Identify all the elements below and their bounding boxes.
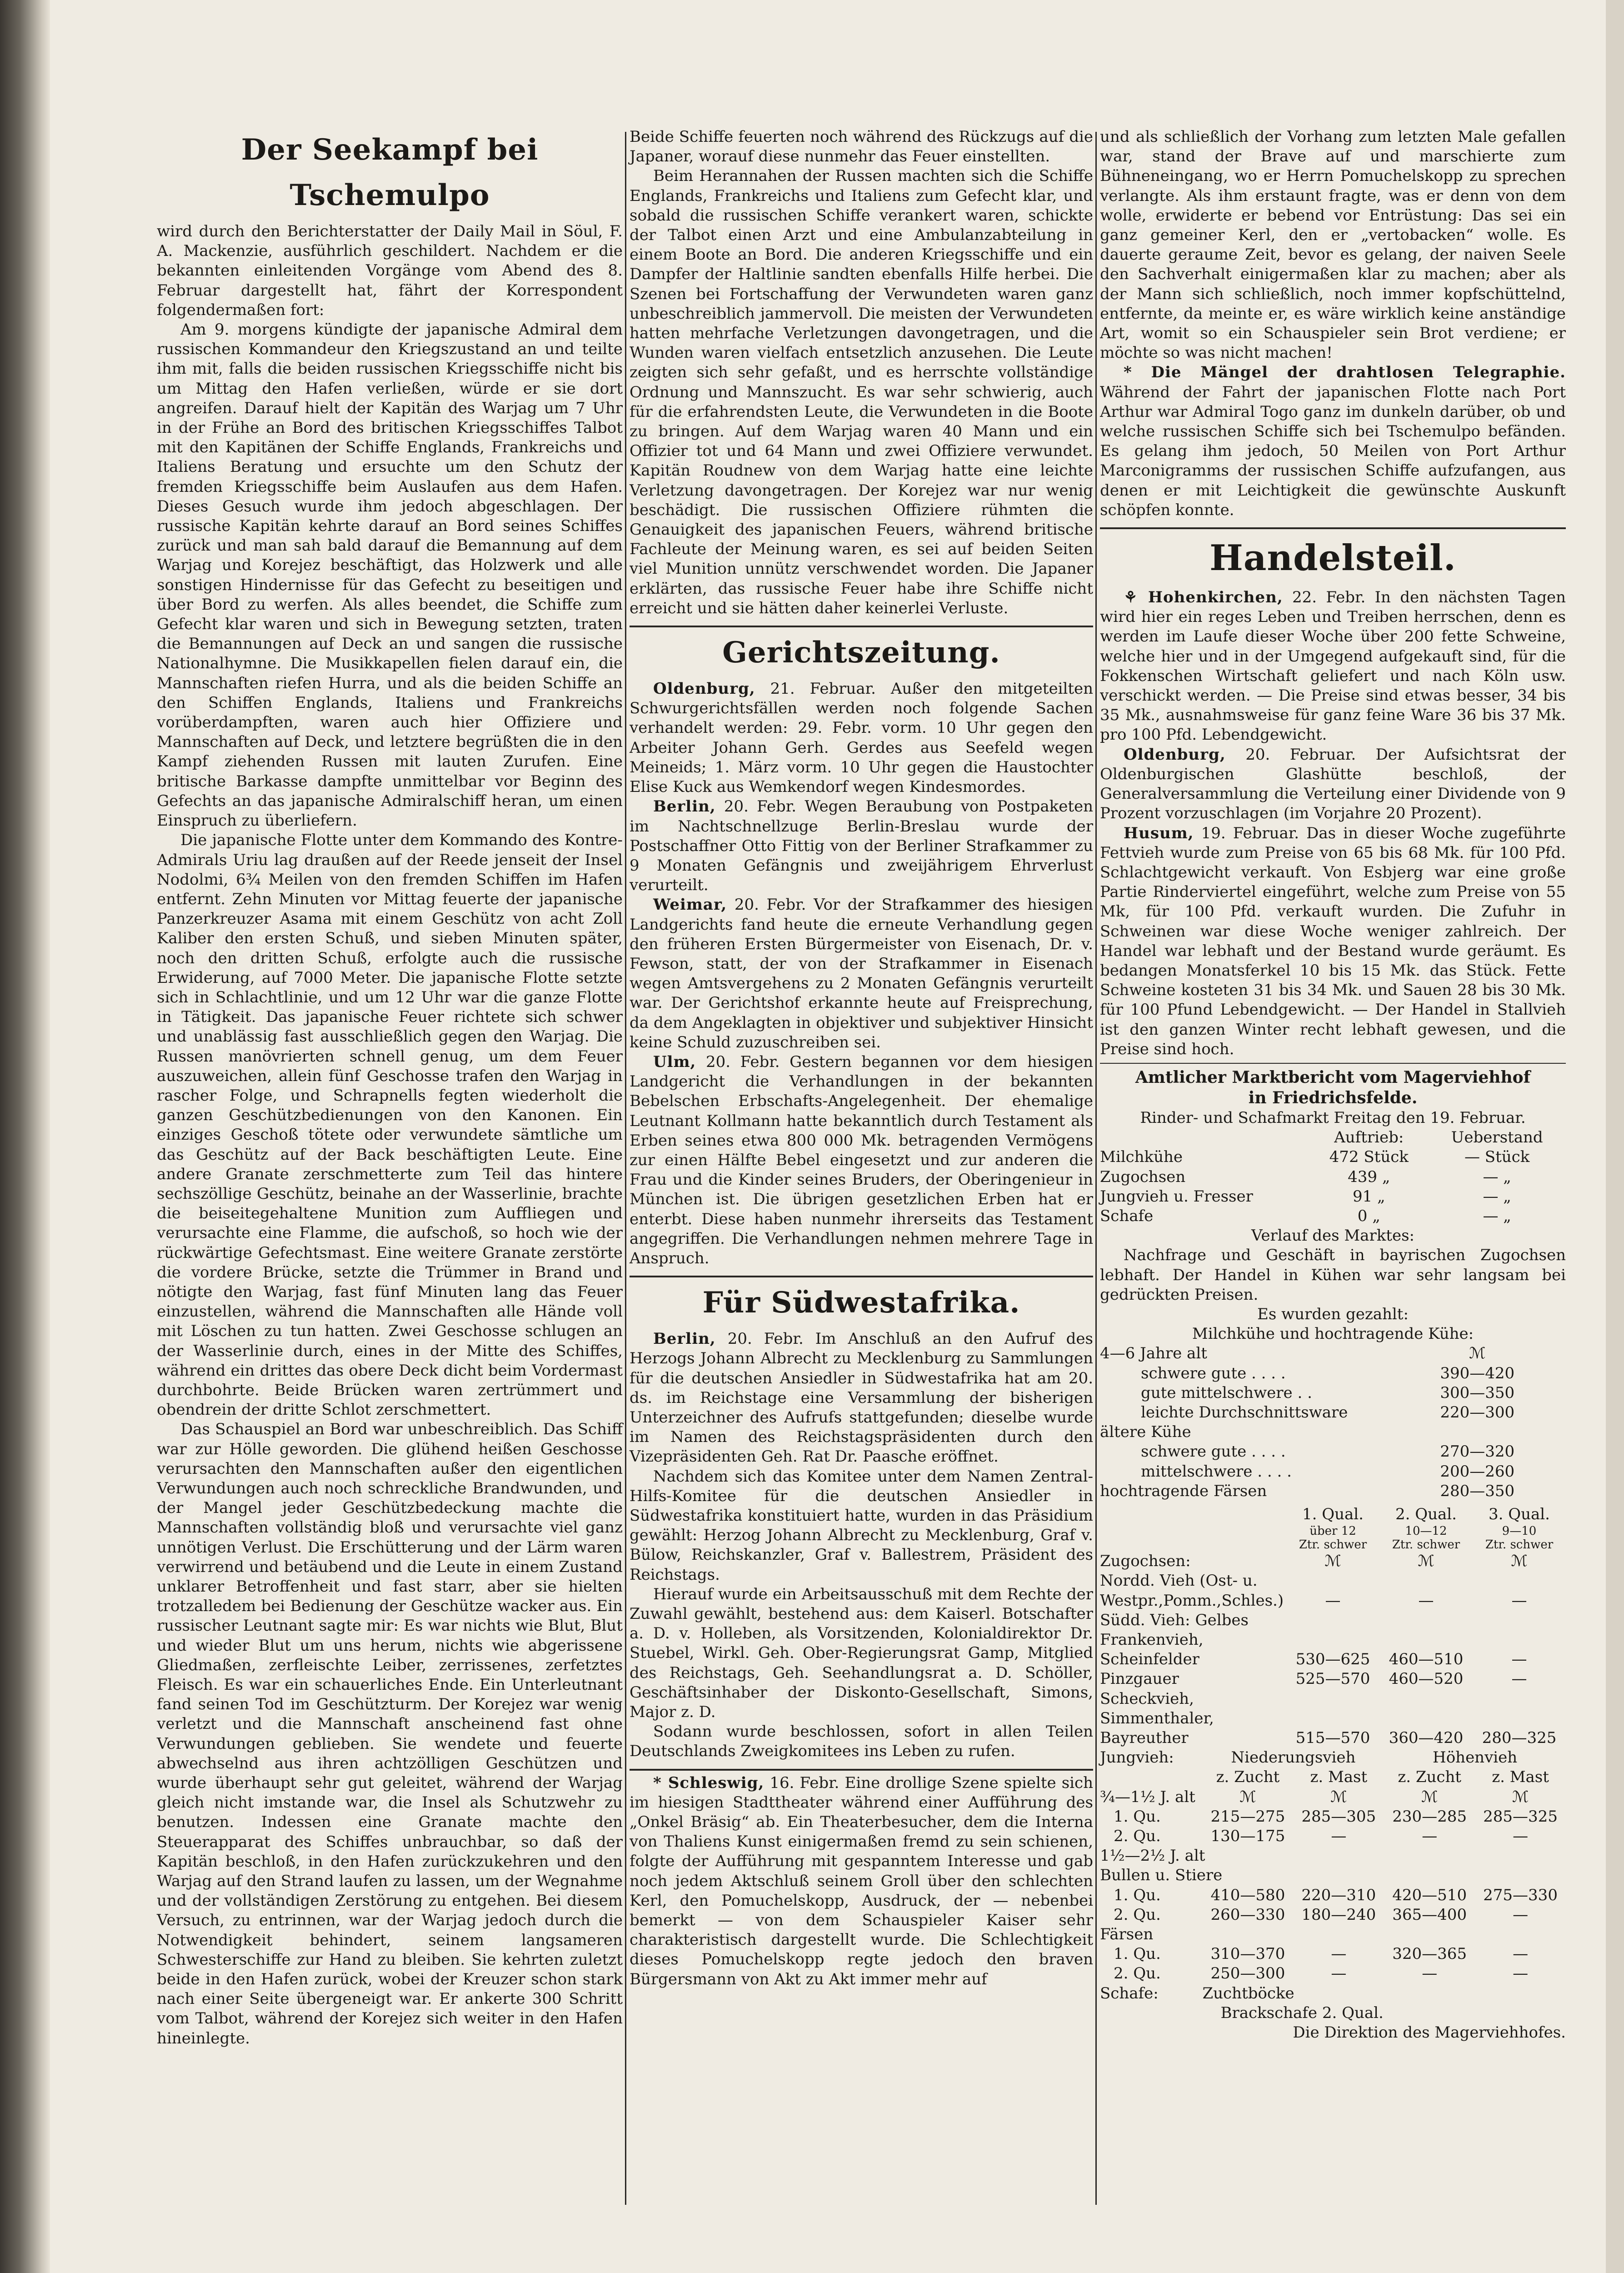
table-cell: mittelschwere . . . . [1141, 1462, 1292, 1481]
table-cell: — „ [1483, 1187, 1511, 1206]
mark-symbol: ℳ [1324, 1552, 1341, 1571]
table-cell: — [1422, 1964, 1438, 1983]
section-divider [1100, 527, 1566, 529]
news-text: 20. Febr. Gestern begannen vor dem hiesigen Landgericht die Verhandlungen in der bekannten Bebelschen Erbschafts-Angelegenheit. Der ehemalige Leutnant Kollmann hatte bekanntlich durch Testament als Erben seines etwa 800 000 Mk. betragenden Vermögens zur einen Hälfte Bebel eingesetzt und zur anderen die Frau und die Kinder seines Bruders, der Oberingenieur in München ist. Die übrigen gesetzlichen Erben hat er enterbt. Diese haben nunmehr ihrerseits das Testament angegriffen. Die Verhandlungen nehmen mehrere Tage in Anspruch. [630, 1052, 1093, 1267]
table-cell: 460—510 [1389, 1650, 1464, 1669]
table-cell: 472 Stück [1329, 1148, 1409, 1167]
table-row [1100, 1748, 1566, 1767]
article-paragraph: Nachdem sich das Komitee unter dem Namen Zentral-Hilfs-Komitee für die deutschen Ansiedler in Südwestafrika konstituiert hatte, wurden in das Präsidium gewählt: Herzog Johann Albrecht zu Mecklenburg, Graf v. Bülow, Reichskanzler, Graf v. Ballestrem, Präsident des Reichstags. [630, 1467, 1093, 1584]
table-cell: 285—325 [1483, 1807, 1558, 1826]
table-row [1100, 1524, 1566, 1538]
table-row [1100, 1787, 1566, 1807]
kuehe-table [1100, 1344, 1566, 1501]
table-cell: 130—175 [1210, 1827, 1285, 1846]
column-header: 2. Qual. [1395, 1505, 1457, 1523]
table-cell: 530—625 [1295, 1650, 1370, 1669]
market-subheading: Es wurden gezahlt: [1257, 1305, 1409, 1323]
column-header: 1. Qual. [1302, 1505, 1364, 1523]
table-cell: — [1513, 1945, 1529, 1963]
table-cell: 280—350 [1440, 1482, 1515, 1500]
dateline: Husum, [1124, 824, 1194, 842]
section-heading-suedwestafrika: Für Südwestafrika. [702, 1286, 1020, 1320]
section-divider [1100, 1063, 1566, 1064]
article-paragraph: Das Schauspiel an Bord war unbeschreiblich. Das Schiff war zur Hölle geworden. Die glühend heißen Geschosse verursachten den Mannschaften außer den eigentlichen Verwundungen auch noch schreckliche Brandwunden, und der Mangel jeder Geschützbedeckung machte die Mannschaften vollständig bloß und verursachte viel ganz unnötigen Verlust. Die Erschütterung und der Lärm waren verwirrend und betäubend und die Leute in einem Zustand unklarer Betroffenheit und fast starr, aber sie hielten trotzalledem bei Bedienung der Geschütze wacker aus. Ein russischer Leutnant sagte mir: Es war nichts wie Blut, Blut und wieder Blut um uns herum, nichts wie abgerissene Gliedmaßen, zerfleischte Leiber, zerrissenes, zerfetztes Fleisch. Es war ein schauerliches Ende. Ein Unterleutnant fand seinen Tod im Geschützturm. Der Korejez war wenig verletzt und die Mannschaft anscheinend fast ohne Verwundungen geblieben. Sie wendete und feuerte abwechselnd aus ihren achtzölligen Geschützen und wurde überhaupt sehr gut geleitet, während der Warjag gleich nicht imstande war, die Insel als Schutzwehr zu benutzen. Indessen eine Granate machte den Steuerapparat des Schiffes unbrauchbar, so daß der Kapitän beschloß, in den Hafen zurückzukehren und den Warjag auf den Strand laufen zu lassen, um der Wegnahme und der vollständigen Zerstörung zu entgehen. Bei diesem Versuch, zu entrinnen, war der Warjag jedoch durch die Notwendigkeit behindert, seinem langsameren Schwesterschiffe zur Hand zu bleiben. Sie kehrten zuletzt beide in den Hafen zurück, wobei der Kreuzer schon stark nach einer Seite übergeneigt war. Er ankerte 300 Schritt vom Talbot, während der Korejez sich weiter in den Hafen hineinlegte. [157, 1420, 623, 2048]
news-text: 22. Febr. In den nächsten Tagen wird hier ein reges Leben und Treiben herrschen, denn es werden im Laufe dieser Woche über 200 fette Schweine, welche hier und in der Umgegend aufgekauft sind, für die Fokkenschen Wirtschaft geliefert und nach Köln usw. verschickt werden. — Die Preise sind etwas besser, 34 bis 35 Mk., ausnahmsweise für ganz feine Ware 36 bis 37 Mk. pro 100 Pfd. Lebendgewicht. [1100, 588, 1566, 744]
column-rule [625, 132, 626, 2205]
table-cell: — [1418, 1591, 1434, 1610]
table-cell: 200—260 [1440, 1462, 1515, 1481]
news-item [1100, 363, 1566, 520]
market-report-subtitle: in Friedrichsfelde. [1248, 1088, 1418, 1107]
table-cell: — [1331, 1945, 1347, 1963]
table-cell: 360—420 [1389, 1729, 1464, 1747]
table-row [1100, 1846, 1566, 1866]
jungvieh-table [1100, 1748, 1566, 1983]
table-row [1100, 2003, 1566, 2023]
news-item [1100, 745, 1566, 824]
column-1 [157, 127, 623, 2048]
news-item [630, 1329, 1093, 1467]
table-cell: Schafe [1100, 1207, 1154, 1225]
table-cell: — [1331, 1964, 1347, 1983]
article-paragraph: Die japanische Flotte unter dem Kommando des Kontre-Admirals Uriu lag draußen auf der Reede jenseit der Insel Nodolmi, 6¾ Meilen von den fremden Schiffen im Hafen entfernt. Zehn Minuten vor Mittag feuerte der japanische Panzerkreuzer Asama mit einem Geschütz von acht Zoll Kaliber den ersten Schuß, und sieben Minuten später, noch den dritten Schuß, erfolgte auch die russische Erwiderung, auf 7000 Meter. Die japanische Flotte setzte sich in Schlachtlinie, und um 12 Uhr war die ganze Flotte in Tätigkeit. Das japanische Feuer richtete sich schwer und unablässig fast ausschließlich gegen den Warjag. Die Russen manövrierten schnell genug, um dem Feuer auszuweichen, allein fünf Geschosse trafen den Warjag in rascher Folge, und Schrapnells fegten wiederholt die ganzen Geschützbedienungen von den Kanonen. Ein einziges Geschoß tötete oder verwundete sämtliche um das Geschütz auf der Back beschäftigten Leute. Eine andere Granate zerschmetterte zum Teil das hintere sechszöllige Geschütz, beinahe an der Wasserlinie, brachte die beiseitegehaltene Munition zum Auffliegen und verursachte eine Flamme, die aufschoß, so hoch wie der rückwärtige Gefechtsmast. Eine weitere Granate zerstörte die vordere Brücke, setzte die Trümmer in Brand und nötigte den Warjag, fast fünf Minuten lang das Feuer einzustellen, während die Mannschaften alle Hände voll mit Löschen zu tun hatten. Zwei Geschosse schlugen an der Wasserlinie durch, eines in der Mitte des Schiffes, während ein drittes das obere Deck dicht beim Vordermast durchbohrte. Beide Brücken waren zertrümmert und obendrein der dritte Schlot zerschmettert. [157, 831, 623, 1419]
table-cell: 260—330 [1210, 1905, 1285, 1924]
table-cell: — [1422, 1827, 1438, 1846]
mark-symbol: ℳ [1239, 1787, 1256, 1806]
column-header: z. Zucht [1398, 1768, 1462, 1787]
column-header: Auftrieb: [1334, 1128, 1404, 1147]
table-cell: Färsen [1100, 1925, 1154, 1944]
table-row [1100, 1925, 1566, 1944]
table-cell: Zugochsen: [1100, 1552, 1191, 1571]
table-cell: 439 „ [1348, 1167, 1390, 1186]
column-subheader: Ztr. schwer [1392, 1538, 1460, 1552]
table-cell: 285—305 [1301, 1807, 1376, 1826]
news-text: Während der Fahrt der japanischen Flotte nach Port Arthur war Admiral Togo ganz im dunkeln darüber, ob und welche russischen Schiffe sich bei Tschemulpo befänden. Es gelang ihm jedoch, 50 Meilen von Port Arthur Marconigramms der russischen Schiffe aufzufangen, aus denen er mit Leichtigkeit die gewünschte Auskunft schöpfen konnte. [1100, 383, 1566, 519]
column-header: Niederungsvieh [1231, 1748, 1356, 1767]
table-cell: — „ [1483, 1207, 1511, 1225]
mark-symbol: ℳ [1511, 1552, 1528, 1571]
dateline: Berlin, [653, 1330, 716, 1348]
table-cell: 460—520 [1389, 1670, 1464, 1688]
mark-symbol: ℳ [1421, 1787, 1438, 1806]
table-cell: 300—350 [1440, 1383, 1515, 1402]
table-cell: Schafe: [1100, 1984, 1159, 2003]
table-cell: 1. Qu. [1114, 1886, 1161, 1904]
table-cell: 1. Qu. [1114, 1945, 1161, 1963]
dateline: Berlin, [653, 797, 716, 816]
table-cell: 515—570 [1295, 1729, 1370, 1747]
table-cell: 220—300 [1440, 1403, 1515, 1422]
table-cell: 310—370 [1210, 1945, 1285, 1963]
table-cell: — Stück [1464, 1148, 1530, 1167]
market-date: Rinder- und Schafmarkt Freitag den 19. Februar. [1140, 1108, 1526, 1127]
column-subheader: über 12 [1309, 1524, 1356, 1538]
table-row [1100, 1552, 1566, 1571]
table-row [1100, 1571, 1566, 1610]
table-row [1100, 1866, 1566, 1885]
table-cell: 410—580 [1210, 1886, 1285, 1904]
page-edge [1606, 0, 1624, 2273]
table-cell: Bullen u. Stiere [1100, 1866, 1223, 1885]
table-row [1100, 1207, 1566, 1226]
zugochsen-table [1100, 1505, 1566, 1748]
table-cell: schwere gute . . . . [1141, 1442, 1286, 1461]
table-cell: Jungvieh: [1100, 1748, 1174, 1767]
table-cell: schwere gute . . . . [1141, 1364, 1286, 1382]
table-cell: 275—330 [1483, 1886, 1558, 1904]
column-header: z. Zucht [1216, 1768, 1280, 1787]
market-report-title: Amtlicher Marktbericht vom Magerviehhof [1135, 1067, 1531, 1087]
mark-symbol: ℳ [1330, 1787, 1347, 1806]
column-subheader: 10—12 [1405, 1524, 1447, 1538]
table-cell: — [1325, 1591, 1341, 1610]
newspaper-page [157, 127, 1566, 2218]
news-item [630, 1052, 1093, 1268]
column-subheader: 9—10 [1502, 1524, 1537, 1538]
section-heading-handelsteil: Handelsteil. [1209, 537, 1456, 579]
table-row [1100, 1611, 1566, 1670]
section-divider [630, 1769, 1093, 1771]
table-cell: — [1513, 1905, 1529, 1924]
table-row [1100, 1403, 1566, 1422]
news-item [630, 1773, 1093, 1989]
signature-line: Die Direktion des Magerviehhofes. [1293, 2023, 1566, 2042]
dateline: ⚘ Hohenkirchen, [1124, 588, 1283, 607]
table-cell: 180—240 [1301, 1905, 1376, 1924]
dateline: Oldenburg, [1124, 745, 1226, 764]
table-cell: 420—510 [1392, 1886, 1467, 1904]
news-item [630, 679, 1093, 797]
table-cell: — [1511, 1650, 1527, 1669]
table-row [1100, 1505, 1566, 1524]
table-row [1100, 1442, 1566, 1462]
news-text: 20. Febr. Wegen Beraubung von Postpaketen im Nachtschnellzuge Berlin-Breslau wurde der Postschaffner Otto Fittig von der Berliner Strafkammer zu 9 Monaten Gefängnis und zweijährigem Ehrverlust verurteilt. [630, 797, 1093, 895]
section-heading-gerichtszeitung: Gerichtszeitung. [722, 636, 1000, 670]
news-item [630, 797, 1093, 895]
dateline: Weimar, [653, 896, 727, 914]
table-row [1100, 1905, 1566, 1925]
mark-symbol: ℳ [1512, 1787, 1529, 1806]
table-cell: Pinzgauer [1100, 1670, 1179, 1688]
table-cell: Nordd. Vieh (Ost- u. Westpr.,Pomm.,Schles.) [1100, 1572, 1284, 1610]
column-2 [630, 127, 1093, 1989]
article-paragraph: wird durch den Berichterstatter der Daily Mail in Söul, F. A. Mackenzie, ausführlich geschildert. Nachdem er die bekannten einleitenden Vorgänge vom Abend des 8. Februar dargestellt hat, fährt der Korrespondent folgendermaßen fort: [157, 222, 623, 319]
article-title: Der Seekampf bei Tschemulpo [241, 133, 539, 212]
table-cell: — [1511, 1591, 1527, 1610]
table-cell: leichte Durchschnittsware [1141, 1403, 1348, 1422]
dateline: Oldenburg, [653, 680, 755, 698]
table-row [1100, 1462, 1566, 1482]
news-item [630, 895, 1093, 1052]
table-row [1100, 1422, 1566, 1442]
section-divider [630, 626, 1093, 627]
table-cell: 91 „ [1352, 1187, 1385, 1206]
dateline: * Die Mängel der drahtlosen Telegraphie. [1124, 363, 1566, 382]
table-cell: hochtragende Färsen [1100, 1482, 1267, 1500]
table-cell: 0 „ [1357, 1207, 1380, 1225]
table-row [1100, 1886, 1566, 1905]
column-header: 3. Qual. [1489, 1505, 1550, 1523]
book-binding-edge [0, 0, 50, 2273]
table-cell: — [1331, 1827, 1347, 1846]
table-row [1100, 1187, 1566, 1207]
table-cell: 4—6 Jahre alt [1100, 1344, 1207, 1363]
table-row [1100, 1383, 1566, 1403]
table-cell: — [1511, 1670, 1527, 1688]
market-subheading: Verlauf des Marktes: [1251, 1227, 1414, 1245]
table-cell: 2. Qu. [1114, 1905, 1161, 1924]
news-text: 20. Februar. Der Aufsichtsrat der Oldenburgischen Glashütte beschloß, der Generalversammlung die Verteilung einer Dividende von 9 Prozent vorzuschlagen (im Vorjahre 20 Prozent). [1100, 745, 1566, 823]
mark-symbol: ℳ [1469, 1344, 1486, 1363]
market-subheading: Milchkühe und hochtragende Kühe: [1192, 1325, 1474, 1343]
table-row [1100, 1669, 1566, 1689]
table-cell: 2. Qu. [1114, 1964, 1161, 1983]
table-row [1100, 1984, 1566, 2003]
table-cell: 280—325 [1482, 1729, 1557, 1747]
news-item [1100, 824, 1566, 1059]
table-row [1100, 1364, 1566, 1383]
auftrieb-table [1100, 1128, 1566, 1226]
table-cell: Südd. Vieh: Gelbes Frankenvieh, Scheinfelder [1100, 1611, 1249, 1669]
table-cell: Jungvieh u. Fresser [1100, 1187, 1253, 1206]
table-cell: Scheckvieh, Simmenthaler, Bayreuther [1100, 1689, 1214, 1747]
article-paragraph: Beide Schiffe feuerten noch während des Rückzugs auf die Japaner, worauf diese nunmehr das Feuer einstellten. [630, 128, 1093, 166]
table-row [1100, 1482, 1566, 1501]
table-row [1100, 1128, 1566, 1147]
table-row [1100, 1944, 1566, 1964]
table-cell: 1½—2½ J. alt [1100, 1847, 1205, 1865]
dateline: Ulm, [653, 1052, 696, 1071]
table-cell: ältere Kühe [1100, 1423, 1191, 1442]
news-text: 20. Febr. Im Anschluß an den Aufruf des Herzogs Johann Albrecht zu Mecklenburg zu Sammlungen für die deutschen Ansiedler in Südwestafrika hat am 20. ds. im Reichstage eine Versammlung der bisherigen Unterzeichner des Aufrufs stattgefunden; dieselbe wurde im Namen des Reichstagspräsidenten durch den Vizepräsidenten Geh. Rat Dr. Paasche eröffnet. [630, 1330, 1093, 1466]
table-row [1100, 1147, 1566, 1167]
market-text: Nachfrage und Geschäft in bayrischen Zugochsen lebhaft. Der Handel in Kühen war sehr langsam bei gedrückten Preisen. [1100, 1246, 1566, 1304]
column-header: z. Mast [1310, 1768, 1368, 1787]
column-header: Höhenvieh [1433, 1748, 1518, 1767]
table-cell: 1. Qu. [1114, 1807, 1161, 1826]
mark-symbol: ℳ [1418, 1552, 1434, 1571]
table-cell: 220—310 [1301, 1886, 1376, 1904]
column-header: Ueberstand [1451, 1128, 1543, 1147]
news-text: 16. Febr. Eine drollige Szene spielte sich im hiesigen Stadttheater während einer Aufführung des „Onkel Bräsig“ ab. Ein Theaterbesucher, dem die Interna von Thaliens Kunst einigermaßen fremd zu sein schienen, folgte der Aufführung mit gespanntem Interesse und gab noch jedem Aktschluß seinem Groll über den schlechten Kerl, den Pomuchelskopp, Ausdruck, der — nebenbei bemerkt — von dem Schauspieler Kaiser sehr charakteristisch dargestellt wurde. Die Schlechtigkeit dieses Pomuchelskopp regte jedoch den braven Bürgersmann von Akt zu Akt immer mehr auf [630, 1773, 1093, 1988]
table-cell: 250—300 [1210, 1964, 1285, 1983]
table-cell: Zugochsen [1100, 1167, 1186, 1186]
article-paragraph: und als schließlich der Vorhang zum letzten Male gefallen war, stand der Brave auf und marschierte zum Bühneneingang, wo er Herrn Pomuchelskopp zu sprechen verlangte. Als ihm erstaunt fragte, was er denn von dem wolle, erwiderte er bebend vor Entrüstung: Das sei ein ganz gemeiner Kerl, den er „vertobacken“ wolle. Es dauerte geraume Zeit, bevor es gelang, der naiven Seele den Sachverhalt einigermaßen klar zu machen; aber als der Mann sich schließlich, noch immer kopfschüttelnd, entfernte, da meinte er, es wäre wirklich keine anständige Art, womit so ein Schauspieler sein Brot verdiene; er möchte so was nicht machen! [1100, 128, 1566, 362]
news-text: 21. Februar. Außer den mitgeteilten Schwurgerichtsfällen werden noch folgende Sachen verhandelt werden: 29. Febr. vorm. 10 Uhr gegen den Arbeiter Johann Gerh. Gerdes aus Seefeld wegen Meineids; 1. März vorm. 10 Uhr gegen die Haustochter Elise Kuck aus Wemkendorf wegen Kindesmordes. [630, 680, 1093, 796]
news-item [1100, 588, 1566, 745]
article-paragraph: Hierauf wurde ein Arbeitsausschuß mit dem Rechte der Zuwahl gewählt, bestehend aus: dem Kaiserl. Botschafter a. D. v. Holleben, als Vorsitzenden, Kolonialdirektor Dr. Stuebel, Wirkl. Geh. Ober-Regierungsrat Gamp, Mitglied des Reichstags, Geh. Seehandlungsrat a. D. Schöller, Geschäftsinhaber der Diskonto-Gesellschaft, Simons, Major z. D. [630, 1585, 1093, 1722]
table-cell: 2. Qu. [1114, 1827, 1161, 1846]
column-subheader: Ztr. schwer [1485, 1538, 1554, 1552]
table-row [1100, 1689, 1566, 1748]
table-cell: ¾—1½ J. alt [1100, 1787, 1195, 1806]
table-cell: 270—320 [1440, 1442, 1515, 1461]
article-paragraph: Beim Herannahen der Russen machten sich die Schiffe Englands, Frankreichs und Italiens zum Gefecht klar, und sobald die russischen Schiffe verankert waren, schickte der Talbot einen Arzt und eine Ambulanzabteilung in einem Boote an Bord. Die anderen Kriegsschiffe und ein Dampfer der Haltlinie sandten ebenfalls Hilfe herbei. Die Szenen bei Fortschaffung der Verwundeten waren ganz unbeschreiblich jammervoll. Die meisten der Verwundeten hatten mehrfache Verletzungen davongetragen, und die Wunden waren vielfach entsetzlich anzusehen. Die Leute zeigten sich sehr gefaßt, und es herrschte vollständige Ordnung und Mannszucht. Es war sehr schwierig, auch für die erfahrendsten Leute, die Verwundeten in die Boote zu bringen. Auf dem Warjag waren 40 Mann und ein Offizier tot und 64 Mann und zwei Offiziere verwundet. Kapitän Roudnew von dem Warjag hatte eine leichte Verletzung davongetragen. Der Korejez war nur wenig beschädigt. Die russischen Offiziere rühmten die Genauigkeit des japanischen Feuers, während britische Fachleute der Meinung waren, es sei auf beiden Seiten viel Munition unnütz verschwendet worden. Die Japaner erklärten, das russische Feuer habe ihre Schiffe nicht erreicht und sie hätten daher keinerlei Verluste. [630, 167, 1093, 617]
column-subheader: Ztr. schwer [1299, 1538, 1367, 1552]
table-cell: 365—400 [1392, 1905, 1467, 1924]
table-row [1100, 1167, 1566, 1187]
table-row [1100, 1344, 1566, 1363]
article-paragraph: Sodann wurde beschlossen, sofort in allen Teilen Deutschlands Zweigkomitees ins Leben zu rufen. [630, 1722, 1093, 1761]
table-cell: — [1513, 1827, 1529, 1846]
table-cell: Zuchtböcke [1202, 1984, 1294, 2003]
table-cell: 215—275 [1210, 1807, 1285, 1826]
article-paragraph: Am 9. morgens kündigte der japanische Admiral dem russischen Kommandeur den Kriegszustand an und teilte ihm mit, falls die beiden russischen Kriegsschiffe nicht bis um Mittag den Hafen verließen, würde er sie dort angreifen. Darauf hielt der Kapitän des Warjag um 7 Uhr in der Frühe an Bord des britischen Kriegsschiffes Talbot mit den Kapitänen der Schiffe Englands, Frankreichs und Italiens Beratung und ersuchte um den Schutz der fremden Kriegsschiffe beim Auslaufen aus dem Hafen. Dieses Gesuch wurde ihm jedoch abgeschlagen. Der russische Kapitän kehrte darauf an Bord seines Schiffes zurück und man sah bald darauf die Bemannung auf dem Warjag und Korejez beschäftigt, das Holzwerk und alle sonstigen Hindernisse für das Gefecht zu beseitigen und über Bord zu werfen. Als alles beendet, die Schiffe zum Gefecht klar waren und sich in Bewegung setzten, traten die Bemannungen auf Deck an und sangen die russische Nationalhymne. Die Musikkapellen fielen darauf ein, die Mannschaften riefen Hurra, und als die beiden Schiffe an den Schiffen Englands, Italiens und Frankreichs vorüberdampften, waren auch hier Offiziere und Mannschaften auf Deck, und letztere begrüßten die in den Kampf ziehenden Russen mit lauten Zurufen. Eine britische Barkasse dampfte unmittelbar vor Beginn des Gefechts an das japanische Admiralschiff heran, um einen Einspruch zu überliefern. [157, 320, 623, 830]
table-row [1100, 1807, 1566, 1827]
dateline: * Schleswig, [653, 1773, 765, 1792]
table-cell: Brackschafe 2. Qual. [1220, 2003, 1384, 2022]
table-cell: — „ [1483, 1167, 1511, 1186]
table-row [1100, 1964, 1566, 1983]
table-row [1100, 1538, 1566, 1552]
table-cell: gute mittelschwere . . [1141, 1383, 1312, 1402]
table-cell: Milchkühe [1100, 1148, 1183, 1167]
table-cell: 320—365 [1392, 1945, 1467, 1963]
column-rule [1095, 132, 1097, 2205]
schafe-table [1100, 1984, 1566, 2023]
column-3 [1100, 127, 1566, 2043]
table-cell: 525—570 [1295, 1670, 1370, 1688]
news-text: 20. Febr. Vor der Strafkammer des hiesigen Landgerichts fand heute die erneute Verhandlung gegen den früheren Ersten Bürgermeister von Eisenach, Dr. v. Fewson, statt, der von der Strafkammer in Eisenach wegen Amtsvergehens zu 2 Monaten Gefängnis verurteilt war. Der Gerichtshof erkannte heute auf Freisprechung, da dem Angeklagten in objektiver und subjektiver Hinsicht keine Schuld zuzuschreiben sei. [630, 896, 1093, 1051]
table-cell: 230—285 [1392, 1807, 1467, 1826]
table-row [1100, 1767, 1566, 1787]
column-header: z. Mast [1492, 1768, 1549, 1787]
news-text: 19. Februar. Das in dieser Woche zugeführte Fettvieh wurde zum Preise von 65 bis 68 Mk. für 100 Pfd. Schlachtgewicht verkauft. Von Esbjerg war eine große Partie Rinderviertel eingeführt, welche zum Preise von 55 Mk, für 100 Pfd. verkauft wurden. Die Zufuhr in Schweinen war diese Woche weniger zahlreich. Der Handel war lebhaft und der Bestand wurde geräumt. Es bedangen Monatsferkel 10 bis 15 Mk. das Stück. Fette Schweine kosteten 31 bis 34 Mk. und Sauen 28 bis 30 Mk. für 100 Pfund Lebendgewicht. — Der Handel in Stallvieh ist den ganzen Winter recht lebhaft gewesen, und die Preise sind hoch. [1100, 824, 1566, 1058]
table-row [1100, 1827, 1566, 1846]
section-divider [630, 1276, 1093, 1277]
table-cell: — [1513, 1964, 1529, 1983]
table-cell: 390—420 [1440, 1364, 1515, 1382]
